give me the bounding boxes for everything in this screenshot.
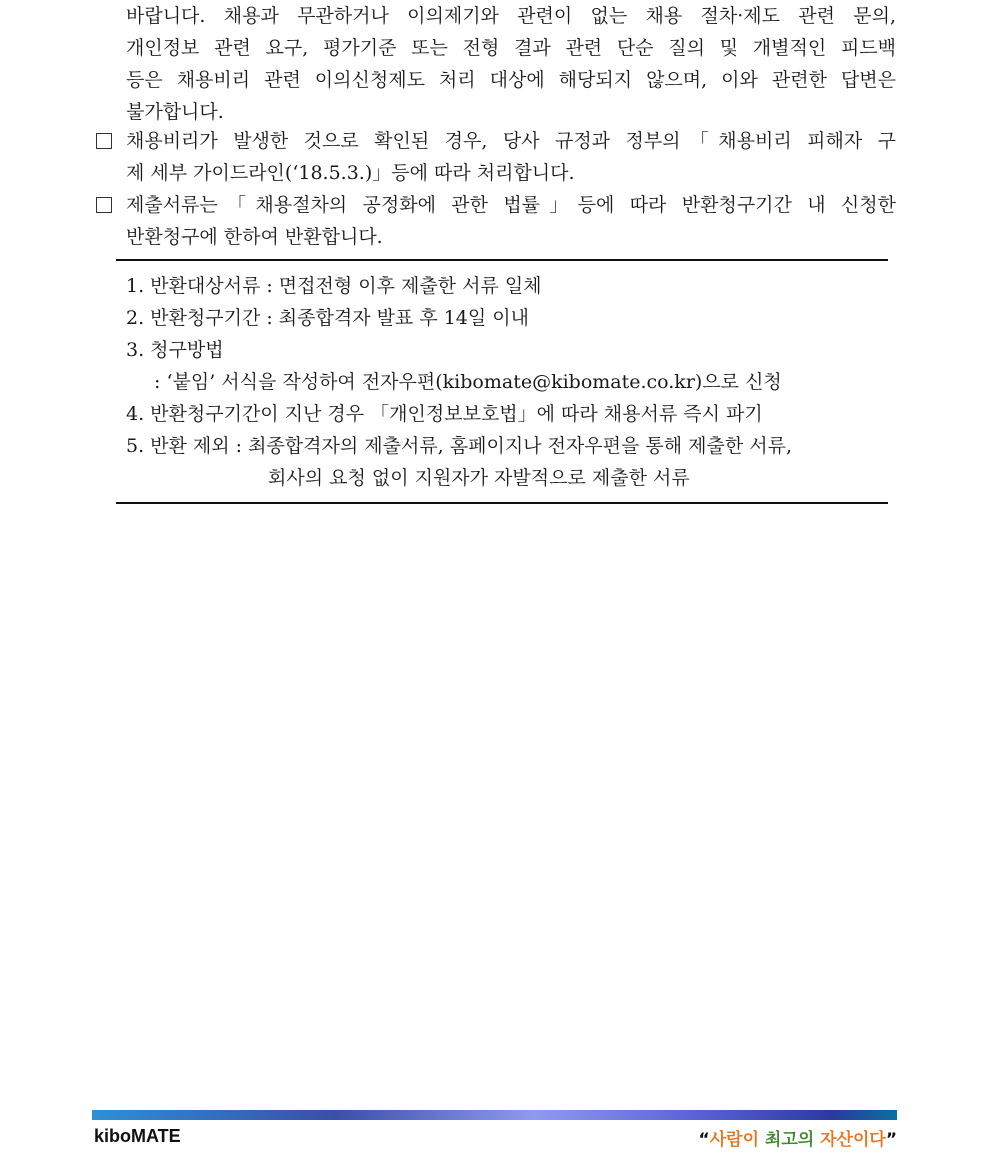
return-item-5-continued: 회사의 요청 없이 지원자가 자발적으로 제출한 서류 [268,467,690,489]
footer-slogan [699,1125,897,1150]
return-item-3-detail: : ‘붙임’ 서식을 작성하여 전자우편(kibomate@kibomate.co.kr)으로 신청 [154,371,782,393]
intro-paragraph-line-4: 불가합니다. [126,101,224,123]
checkbox-icon [96,133,112,149]
return-item-1: 1. 반환대상서류 : 면접전형 이후 제출한 서류 일체 [126,275,542,297]
return-item-3: 3. 청구방법 [126,339,224,361]
footer-brand-logo: kiboMATE [94,1126,181,1146]
return-item-4: 4. 반환청구기간이 지난 경우 「개인정보보호법」에 따라 채용서류 즉시 파기 [126,403,763,425]
slogan-part-1: 사람이 [709,1130,765,1150]
intro-paragraph-line-2: 개인정보 관련 요구, 평가기준 또는 전형 결과 관련 단순 질의 및 개별적인 피드백 [126,37,896,59]
slogan-close-quote: ” [885,1130,897,1150]
item-1-line-2: 제 세부 가이드라인(‘18.5.3.)」등에 따라 처리합니다. [126,162,575,184]
slogan-part-2: 최고의 [764,1130,821,1150]
return-item-2: 2. 반환청구기간 : 최종합격자 발표 후 14일 이내 [126,307,530,329]
item-2-line-2: 반환청구에 한하여 반환합니다. [126,226,383,248]
item-1-line-1: 채용비리가 발생한 것으로 확인된 경우, 당사 규정과 정부의「채용비리 피해자 구 [126,130,896,152]
intro-paragraph-line-1: 바랍니다. 채용과 무관하거나 이의제기와 관련이 없는 채용 절차·제도 관련 문의, [126,5,896,27]
intro-paragraph-line-3: 등은 채용비리 관련 이의신청제도 처리 대상에 해당되지 않으며, 이와 관련한 답변은 [126,69,896,91]
slogan-open-quote: “ [698,1130,710,1150]
checkbox-icon [96,197,112,213]
box-bottom-rule [116,502,888,504]
item-2-line-1: 제출서류는「채용절차의 공정화에 관한 법률」등에 따라 반환청구기간 내 신청한 [126,194,896,216]
footer-gradient-bar [92,1110,897,1120]
slogan-part-3: 자산이다 [820,1130,886,1150]
return-item-5: 5. 반환 제외 : 최종합격자의 제출서류, 홈페이지나 전자우편을 통해 제출한 서류, [126,435,792,457]
box-top-rule [116,259,888,261]
